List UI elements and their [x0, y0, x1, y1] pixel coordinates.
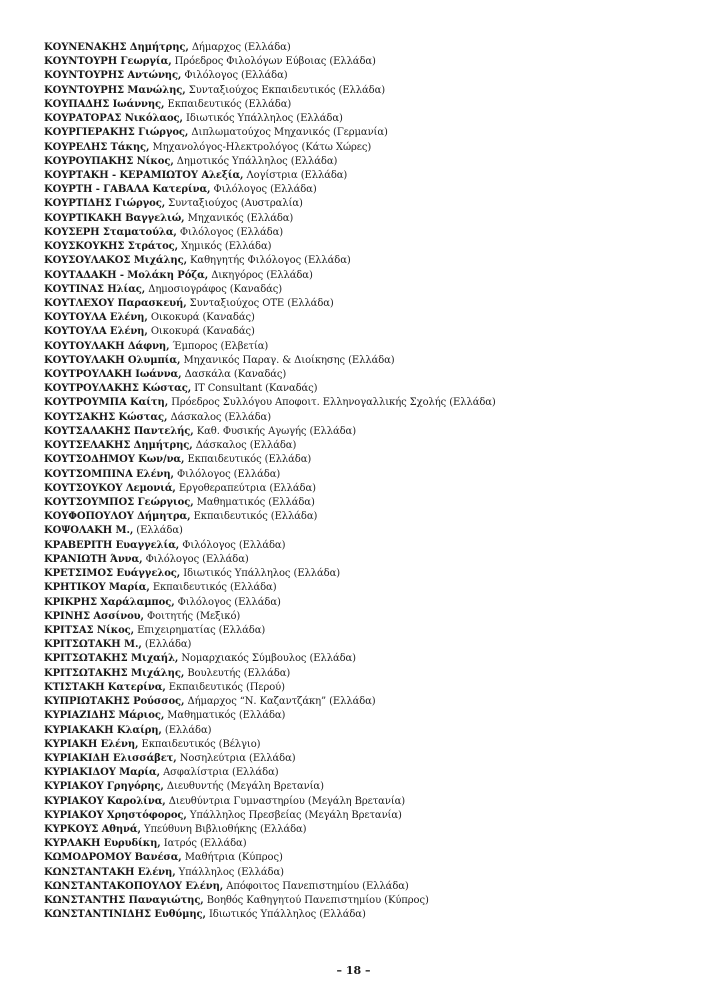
entry-name: ΚΥΡΙΑΖΙΔΗΣ Μάριος,	[44, 710, 165, 722]
list-item	[44, 240, 684, 254]
entry-description: Μαθήτρια (Κύπρος)	[181, 852, 283, 864]
entry-name: ΚΟΥΝΕΝΑΚΗΣ Δημήτρης,	[44, 42, 189, 53]
list-item	[44, 468, 684, 482]
entry-description: Συνταξιούχος (Αυστραλία)	[165, 198, 303, 210]
list-item	[44, 425, 684, 439]
list-item	[44, 780, 684, 794]
list-item	[44, 766, 684, 780]
list-item	[44, 738, 684, 752]
entry-description: Δάσκαλος (Ελλάδα)	[167, 411, 272, 423]
entry-description: Εκπαιδευτικός (Ελλάδα)	[184, 454, 312, 466]
list-item	[44, 795, 684, 809]
entry-name: ΚΩΝΣΤΑΝΤΙΝΙΔΗΣ Ευθύμης,	[44, 909, 206, 921]
entry-description: Φιλόλογος (Ελλάδα)	[174, 596, 281, 608]
entry-name: ΚΡΕΤΣΙΜΟΣ Ευάγγελος,	[44, 568, 181, 580]
entry-name: ΚΩΝΣΤΑΝΤΗΣ Παναγιώτης,	[44, 895, 204, 907]
list-item	[44, 297, 684, 311]
entry-name: ΚΟΥΡΤΑΚΗ - ΚΕΡΑΜΙΩΤΟΥ Αλεξία,	[44, 169, 244, 181]
list-item	[44, 325, 684, 339]
entry-description: Υπάλληλος (Ελλάδα)	[175, 866, 284, 878]
entry-name: ΚΥΡΛΑΚΗ Ευρυδίκη,	[44, 838, 161, 850]
entry-name: ΚΡΙΚΡΗΣ Χαράλαμπος,	[44, 596, 175, 608]
entry-description: IT Consultant (Καναδάς)	[191, 383, 318, 395]
entry-name: ΚΟΥΡΤΗ - ΓΑΒΑΛΑ Κατερίνα,	[44, 184, 211, 196]
entry-name: ΚΟΥΤΣΟΔΗΜΟΥ Κων/να,	[44, 454, 185, 466]
list-item	[44, 55, 684, 69]
list-item	[44, 169, 684, 183]
entry-name: ΚΡΙΝΗΣ Ασσίνου,	[44, 610, 144, 622]
list-item	[44, 226, 684, 240]
entry-description: Εκπαιδευτικός (Ελλάδα)	[190, 511, 318, 523]
list-item	[44, 667, 684, 681]
entry-description: Φιλόλογος (Ελλάδα)	[176, 226, 284, 238]
entry-description: Φοιτητής (Μεξικό)	[143, 610, 241, 622]
entry-name: ΚΡΑΝΙΩΤΗ Άννα,	[44, 553, 143, 565]
list-item	[44, 652, 684, 666]
entry-name: ΚΟΥΤΟΥΛΑ Ελένη,	[44, 312, 148, 324]
list-item	[44, 283, 684, 297]
entry-description: (Ελλάδα)	[133, 525, 183, 537]
entry-description: Χημικός (Ελλάδα)	[178, 241, 272, 253]
entry-description: Ιατρός (Ελλάδα)	[160, 838, 247, 850]
entry-name: ΚΟΥΤΣΑΚΗΣ Κώστας,	[44, 411, 168, 423]
entry-description: Έμπορος (Ελβετία)	[169, 340, 269, 352]
entry-description: Επιχειρηματίας (Ελλάδα)	[134, 624, 266, 636]
entry-description: Οικοκυρά (Καναδάς)	[147, 312, 255, 324]
entry-name: ΚΟΥΤΣΟΥΚΟΥ Λεμονιά,	[44, 482, 176, 494]
entry-name: ΚΥΠΡΙΩΤΑΚΗΣ Ρούσσος,	[44, 696, 185, 708]
entry-name: ΚΟΥΝΤΟΥΡΗΣ Μανώλης,	[44, 84, 186, 96]
list-item	[44, 681, 684, 695]
entry-name: ΚΟΥΤΡΟΥΜΠΑ Καίτη,	[44, 397, 169, 409]
list-item	[44, 567, 684, 581]
entry-name: ΚΤΙΣΤΑΚΗ Κατερίνα,	[44, 681, 166, 693]
entry-name: ΚΟΥΤΣΟΥΜΠΟΣ Γεώργιος,	[44, 497, 194, 508]
list-item	[44, 453, 684, 467]
entry-name: ΚΟΥΡΕΛΗΣ Τάκης,	[44, 141, 150, 153]
entry-description: Νοσηλεύτρια (Ελλάδα)	[176, 752, 296, 764]
entry-description: Διευθυντής (Μεγάλη Βρετανία)	[163, 781, 324, 793]
list-item	[44, 837, 684, 851]
entry-name: ΚΟΥΣΚΟΥΚΗΣ Στράτος,	[44, 241, 179, 253]
entry-description: Εκπαιδευτικός (Ελλάδα)	[149, 582, 277, 594]
list-item	[44, 695, 684, 709]
list-item	[44, 98, 684, 112]
entry-description: Μηχανολόγος-Ηλεκτρολόγος (Κάτω Χώρες)	[149, 141, 372, 153]
list-item	[44, 126, 684, 140]
list-item	[44, 197, 684, 211]
entry-description: Νομαρχιακός Σύμβουλος (Ελλάδα)	[178, 653, 356, 665]
list-item	[44, 269, 684, 283]
entry-description: Διευθύντρια Γυμναστηρίου (Μεγάλη Βρετανία)	[165, 795, 406, 807]
entry-name: ΚΡΗΤΙΚΟΥ Μαρία,	[44, 582, 150, 594]
entry-name: ΚΡΙΤΣΩΤΑΚΗΣ Μιχαήλ,	[44, 653, 179, 665]
list-item	[44, 183, 684, 197]
entry-description: Δασκάλα (Καναδάς)	[181, 369, 287, 381]
list-item	[44, 866, 684, 880]
entry-name: ΚΥΡΙΑΚΑΚΗ Κλαίρη,	[44, 724, 162, 736]
entry-description: Ιδιωτικός Υπάλληλος (Ελλάδα)	[205, 909, 366, 921]
entry-name: ΚΟΥΤΡΟΥΛΑΚΗ Ιωάννα,	[44, 369, 182, 381]
entry-description: Βοηθός Καθηγητού Πανεπιστημίου (Κύπρος)	[203, 895, 429, 907]
entry-description: Εκπαιδευτικός (Βέλγιο)	[138, 738, 261, 750]
entry-name: ΚΟΥΡΤΙΔΗΣ Γιώργος,	[44, 198, 166, 210]
list-item	[44, 880, 684, 894]
entry-description: Υπεύθυνη Βιβλιοθήκης (Ελλάδα)	[140, 824, 307, 836]
entry-name: ΚΟΥΤΙΝΑΣ Ηλίας,	[44, 283, 146, 295]
entry-description: Δικηγόρος (Ελλάδα)	[208, 269, 313, 281]
entry-description: Εκπαιδευτικός (Περού)	[165, 681, 285, 693]
entry-description: Φιλόλογος (Ελλάδα)	[173, 468, 281, 480]
entry-description: Πρόεδρος Φιλολόγων Εύβοιας (Ελλάδα)	[171, 56, 376, 68]
entry-name: ΚΟΥΡΟΥΠΑΚΗΣ Νίκος,	[44, 155, 174, 167]
list-item	[44, 141, 684, 155]
entry-name: ΚΥΡΙΑΚΙΔΗ Ελισσάβετ,	[44, 752, 177, 764]
entry-description: Μαθηματικός (Ελλάδα)	[193, 497, 315, 508]
entry-description: Συνταξιούχος ΟΤΕ (Ελλάδα)	[186, 297, 334, 309]
entry-description: (Ελλάδα)	[161, 724, 212, 736]
entry-description: Καθηγητής Φιλόλογος (Ελλάδα)	[186, 255, 351, 267]
entry-description: Καθ. Φυσικής Αγωγής (Ελλάδα)	[193, 425, 357, 437]
entry-name: ΚΟΥΤΟΥΛΑΚΗ Ολυμπία,	[44, 354, 181, 366]
page-number: – 18 –	[336, 964, 371, 977]
list-item	[44, 340, 684, 354]
entry-name: ΚΟΥΝΤΟΥΡΗ Γεωργία,	[44, 56, 172, 68]
entry-name: ΚΩΜΟΔΡΟΜΟΥ Βανέσα,	[44, 852, 182, 864]
entry-name: ΚΟΥΡΤΙΚΑΚΗ Βαγγελιώ,	[44, 212, 185, 224]
list-item	[44, 41, 684, 55]
entry-name: ΚΥΡΚΟΥΣ Αθηνά,	[44, 824, 141, 836]
list-item	[44, 553, 684, 567]
entry-name: ΚΟΥΠΑΔΗΣ Ιωάννης,	[44, 98, 165, 110]
entry-name: ΚΡΑΒΕΡΙΤΗ Ευαγγελία,	[44, 539, 180, 551]
entry-description: Οικοκυρά (Καναδάς)	[147, 326, 255, 338]
entry-name: ΚΟΥΤΟΥΛΑΚΗ Δάφνη,	[44, 340, 170, 352]
list-item	[44, 851, 684, 865]
entry-description: Μηχανικός (Ελλάδα)	[184, 212, 294, 224]
list-item	[44, 311, 684, 325]
entry-description: Φιλόλογος (Ελλάδα)	[181, 70, 288, 82]
entry-description: Δημοτικός Υπάλληλος (Ελλάδα)	[173, 155, 338, 167]
entry-description: Πρόεδρος Συλλόγου Αποφοιτ. Ελληνογαλλικής Σχολής (Ελλάδα)	[168, 397, 496, 409]
entry-name: ΚΟΥΣΟΥΛΑΚΟΣ Μιχάλης,	[44, 255, 187, 267]
entry-name: ΚΟΥΡΓΙΕΡΑΚΗΣ Γιώργος,	[44, 127, 189, 139]
entry-name: ΚΟΥΤΣΑΛΑΚΗΣ Παντελής,	[44, 425, 194, 437]
entry-description: Μαθηματικός (Ελλάδα)	[164, 710, 286, 722]
entry-description: Μηχανικός Παραγ. & Διοίκησης (Ελλάδα)	[180, 354, 395, 366]
entry-description: Απόφοιτος Πανεπιστημίου (Ελλάδα)	[223, 880, 409, 892]
entry-name: ΚΥΡΙΑΚΟΥ Χρηστόφορος,	[44, 809, 187, 821]
list-item	[44, 894, 684, 908]
entry-name: ΚΥΡΙΑΚΙΔΟΥ Μαρία,	[44, 767, 160, 779]
list-item	[44, 155, 684, 169]
list-item	[44, 524, 684, 538]
list-item	[44, 596, 684, 610]
list-item	[44, 908, 684, 922]
list-item	[44, 112, 684, 126]
list-item	[44, 69, 684, 83]
list-item	[44, 724, 684, 738]
entry-name: ΚΟΥΡΑΤΟΡΑΣ Νικόλαος,	[44, 113, 183, 125]
entry-name: ΚΥΡΙΑΚΟΥ Γρηγόρης,	[44, 781, 164, 793]
entry-name: ΚΟΥΤΟΥΛΑ Ελένη,	[44, 326, 148, 338]
entry-name: ΚΟΨΟΛΑΚΗ Μ.,	[44, 525, 134, 537]
list-item	[44, 510, 684, 524]
list-item	[44, 254, 684, 268]
entry-name: ΚΟΥΤΡΟΥΛΑΚΗΣ Κώστας,	[44, 383, 192, 395]
list-item	[44, 382, 684, 396]
entry-name: ΚΟΥΤΛΕΧΟΥ Παρασκευή,	[44, 297, 187, 309]
entry-description: Ιδιωτικός Υπάλληλος (Ελλάδα)	[180, 568, 341, 580]
list-item	[44, 482, 684, 496]
entry-description: Βουλευτής (Ελλάδα)	[184, 667, 291, 679]
entry-description: Εκπαιδευτικός (Ελλάδα)	[164, 98, 292, 110]
entry-description: Ιδιωτικός Υπάλληλος (Ελλάδα)	[182, 113, 343, 125]
entry-name: ΚΟΥΦΟΠΟΥΛΟΥ Δήμητρα,	[44, 511, 191, 523]
name-list	[44, 41, 684, 923]
entry-name: ΚΡΙΤΣΑΣ Νίκος,	[44, 624, 135, 636]
list-item	[44, 439, 684, 453]
entry-name: ΚΥΡΙΑΚΗ Ελένη,	[44, 738, 139, 750]
list-item	[44, 368, 684, 382]
entry-name: ΚΡΙΤΣΩΤΑΚΗ Μ.,	[44, 639, 142, 651]
list-item	[44, 212, 684, 226]
entry-name: ΚΟΥΤΣΕΛΑΚΗΣ Δημήτρης,	[44, 440, 193, 452]
entry-description: Δήμαρχος (Ελλάδα)	[188, 42, 291, 53]
entry-name: ΚΟΥΝΤΟΥΡΗΣ Αντώνης,	[44, 70, 182, 82]
entry-description: Δημοσιογράφος (Καναδάς)	[145, 283, 283, 295]
entry-description: Φιλόλογος (Ελλάδα)	[210, 184, 317, 196]
entry-description: Διπλωματούχος Μηχανικός (Γερμανία)	[188, 127, 388, 139]
entry-description: Φιλόλογος (Ελλάδα)	[142, 553, 249, 565]
entry-name: ΚΟΥΤΣΟΜΠΙΝΑ Ελένη,	[44, 468, 174, 480]
list-item	[44, 709, 684, 723]
entry-description: Εργοθεραπεύτρια (Ελλάδα)	[175, 482, 316, 494]
list-item	[44, 411, 684, 425]
entry-description: (Ελλάδα)	[141, 639, 192, 651]
entry-description: Φιλόλογος (Ελλάδα)	[179, 539, 286, 551]
entry-name: ΚΟΥΣΕΡΗ Σταματούλα,	[44, 226, 177, 238]
list-item	[44, 610, 684, 624]
list-item	[44, 752, 684, 766]
entry-name: ΚΩΝΣΤΑΝΤΑΚΗ Ελένη,	[44, 866, 176, 878]
list-item	[44, 624, 684, 638]
entry-name: ΚΟΥΤΑΔΑΚΗ - Μολάκη Ρόζα,	[44, 269, 209, 281]
entry-description: Δήμαρχος “Ν. Καζαντζάκη” (Ελλάδα)	[184, 696, 376, 708]
list-item	[44, 823, 684, 837]
entry-description: Συνταξιούχος Εκπαιδευτικός (Ελλάδα)	[185, 84, 386, 96]
list-item	[44, 354, 684, 368]
entry-name: ΚΥΡΙΑΚΟΥ Καρολίνα,	[44, 795, 166, 807]
list-item	[44, 84, 684, 98]
entry-description: Δάσκαλος (Ελλάδα)	[192, 440, 297, 452]
entry-description: Υπάλληλος Πρεσβείας (Μεγάλη Βρετανία)	[186, 809, 402, 821]
list-item	[44, 809, 684, 823]
list-item	[44, 539, 684, 553]
entry-name: ΚΩΝΣΤΑΝΤΑΚΟΠΟΥΛΟΥ Ελένη,	[44, 880, 224, 892]
list-item	[44, 496, 684, 510]
entry-name: ΚΡΙΤΣΩΤΑΚΗΣ Μιχάλης,	[44, 667, 185, 679]
list-item	[44, 396, 684, 410]
list-item	[44, 581, 684, 595]
list-item	[44, 638, 684, 652]
entry-description: Ασφαλίστρια (Ελλάδα)	[159, 767, 279, 779]
entry-description: Λογίστρια (Ελλάδα)	[243, 169, 348, 181]
